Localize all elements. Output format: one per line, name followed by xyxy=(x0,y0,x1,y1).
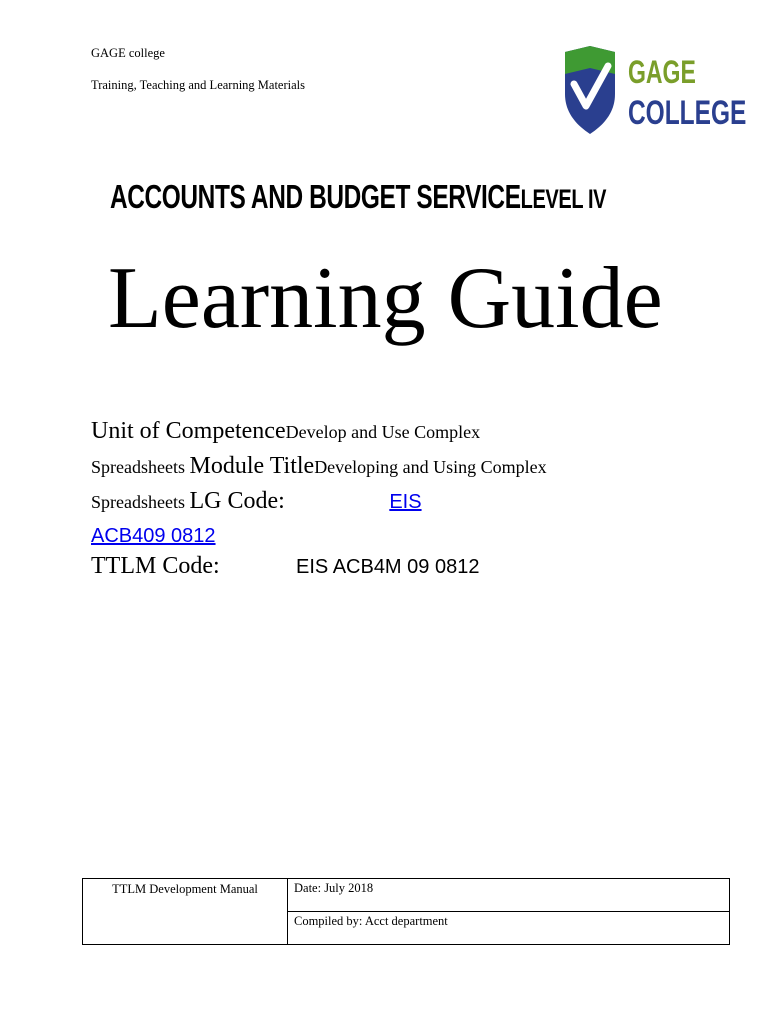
ttlm-code-label: TTLM Code: xyxy=(91,553,220,579)
shield-check-icon xyxy=(562,44,618,136)
logo-text-college: COLLEGE xyxy=(628,94,747,132)
organization-name: GAGE college xyxy=(91,46,165,60)
logo-text-gage: GAGE xyxy=(628,54,696,90)
course-title xyxy=(110,178,606,216)
module-label: Module Title xyxy=(189,453,315,479)
module-value: Developing and Using Complex Spreadsheets xyxy=(91,457,547,512)
page-title: Learning Guide xyxy=(108,250,663,347)
unit-label: Unit of Competence xyxy=(91,418,286,444)
lg-code-label: LG Code: xyxy=(189,488,285,514)
header-subtitle: Training, Teaching and Learning Materials xyxy=(91,78,306,92)
unit-value: Develop and Use Complex Spreadsheets xyxy=(91,422,481,477)
date-cell: Date: July 2018 xyxy=(288,879,730,912)
manual-cell: TTLM Development Manual xyxy=(83,879,288,945)
course-level: LEVEL IV xyxy=(520,184,607,214)
lg-code-link[interactable]: EIS ACB409 0812 xyxy=(91,491,422,547)
course-name: ACCOUNTS AND BUDGET SERVICE xyxy=(110,178,521,215)
competence-details xyxy=(91,414,551,553)
ttlm-code-value: EIS ACB4M 09 0812 xyxy=(296,556,480,578)
compiled-cell: Compiled by: Acct department xyxy=(288,912,730,945)
footer-table xyxy=(82,878,730,945)
college-logo xyxy=(560,44,750,139)
